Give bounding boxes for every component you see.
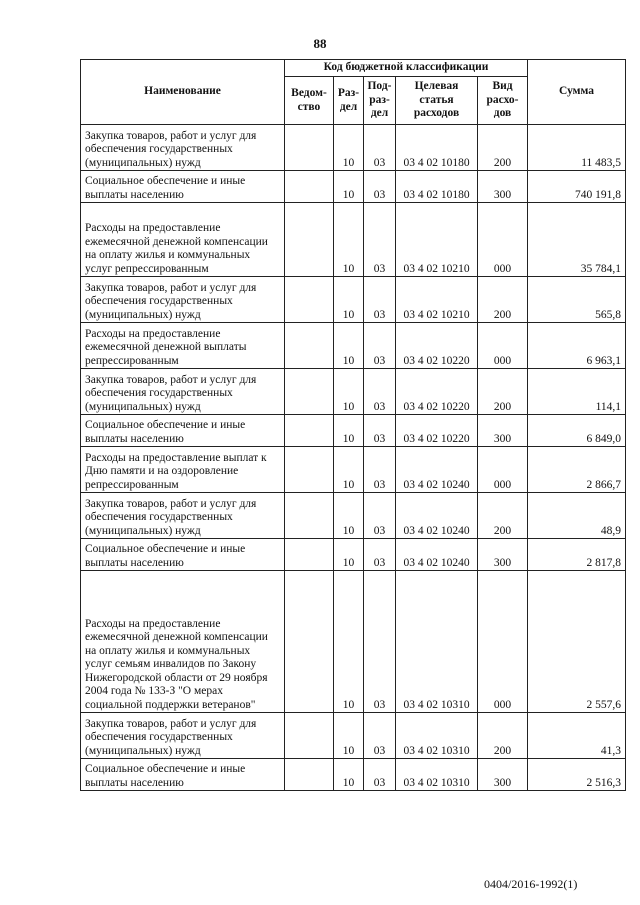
row-expense-type: 200 — [478, 369, 528, 415]
row-expense-type: 300 — [478, 415, 528, 447]
row-target-article: 03 4 02 10180 — [396, 125, 478, 171]
row-podrazdel: 03 — [364, 369, 396, 415]
row-podrazdel: 03 — [364, 277, 396, 323]
row-podrazdel: 03 — [364, 447, 396, 493]
header-classification-code: Код бюджетной классификации — [285, 60, 528, 77]
row-razdel: 10 — [334, 369, 364, 415]
row-vedomstvo — [285, 125, 334, 171]
row-razdel: 10 — [334, 447, 364, 493]
header-podrazdel: Под-раз-дел — [364, 77, 396, 125]
header-sum: Сумма — [528, 60, 626, 125]
table-header — [81, 60, 626, 125]
row-target-article: 03 4 02 10240 — [396, 447, 478, 493]
row-razdel: 10 — [334, 493, 364, 539]
row-sum: 2 557,6 — [528, 571, 626, 713]
row-sum: 41,3 — [528, 713, 626, 759]
table-row — [81, 323, 626, 369]
row-expense-type: 200 — [478, 713, 528, 759]
row-name: Закупка товаров, работ и услуг для обеспечения государственных (муниципальных) нужд — [81, 125, 285, 171]
row-podrazdel: 03 — [364, 539, 396, 571]
row-sum: 2 866,7 — [528, 447, 626, 493]
row-name: Расходы на предоставление ежемесячной денежной компенсации на оплату жилья и коммунальных услуг семьям инвалидов по Закону Нижегородской области от 29 ноября 2004 года № 133-З "О мерах социальной поддержки ветеранов" — [81, 571, 285, 713]
row-expense-type: 200 — [478, 277, 528, 323]
row-vedomstvo — [285, 759, 334, 791]
row-target-article: 03 4 02 10210 — [396, 203, 478, 277]
row-sum: 48,9 — [528, 493, 626, 539]
row-vedomstvo — [285, 323, 334, 369]
row-expense-type: 200 — [478, 493, 528, 539]
row-target-article: 03 4 02 10220 — [396, 323, 478, 369]
row-vedomstvo — [285, 277, 334, 323]
row-razdel: 10 — [334, 171, 364, 203]
table-row — [81, 447, 626, 493]
row-vedomstvo — [285, 369, 334, 415]
row-expense-type: 000 — [478, 323, 528, 369]
row-podrazdel: 03 — [364, 713, 396, 759]
row-name: Социальное обеспечение и иные выплаты населению — [81, 415, 285, 447]
row-name: Социальное обеспечение и иные выплаты населению — [81, 539, 285, 571]
table-row — [81, 713, 626, 759]
row-target-article: 03 4 02 10180 — [396, 171, 478, 203]
header-vedomstvo: Ведом-ство — [285, 77, 334, 125]
row-razdel: 10 — [334, 539, 364, 571]
table-row — [81, 125, 626, 171]
row-podrazdel: 03 — [364, 571, 396, 713]
row-target-article: 03 4 02 10240 — [396, 539, 478, 571]
row-razdel: 10 — [334, 571, 364, 713]
row-name: Расходы на предоставление выплат к Дню памяти и на оздоровление репрессированным — [81, 447, 285, 493]
row-podrazdel: 03 — [364, 171, 396, 203]
row-sum: 11 483,5 — [528, 125, 626, 171]
row-expense-type: 300 — [478, 171, 528, 203]
row-name: Социальное обеспечение и иные выплаты населению — [81, 759, 285, 791]
header-expense-type: Вид расхо-дов — [478, 77, 528, 125]
table-row — [81, 277, 626, 323]
row-razdel: 10 — [334, 323, 364, 369]
row-name: Социальное обеспечение и иные выплаты населению — [81, 171, 285, 203]
row-target-article: 03 4 02 10310 — [396, 713, 478, 759]
row-vedomstvo — [285, 415, 334, 447]
row-vedomstvo — [285, 171, 334, 203]
row-name: Закупка товаров, работ и услуг для обеспечения государственных (муниципальных) нужд — [81, 369, 285, 415]
row-vedomstvo — [285, 493, 334, 539]
row-sum: 35 784,1 — [528, 203, 626, 277]
row-sum: 740 191,8 — [528, 171, 626, 203]
row-sum: 6 963,1 — [528, 323, 626, 369]
page-number: 88 — [313, 36, 327, 51]
row-sum: 2 516,3 — [528, 759, 626, 791]
row-expense-type: 000 — [478, 203, 528, 277]
row-target-article: 03 4 02 10310 — [396, 571, 478, 713]
row-sum: 2 817,8 — [528, 539, 626, 571]
row-podrazdel: 03 — [364, 203, 396, 277]
table-body — [81, 125, 626, 791]
row-name: Закупка товаров, работ и услуг для обеспечения государственных (муниципальных) нужд — [81, 493, 285, 539]
row-razdel: 10 — [334, 713, 364, 759]
row-name: Расходы на предоставление ежемесячной денежной компенсации на оплату жилья и коммунальных услуг репрессированным — [81, 203, 285, 277]
table-row — [81, 369, 626, 415]
row-podrazdel: 03 — [364, 759, 396, 791]
row-razdel: 10 — [334, 759, 364, 791]
table-row — [81, 493, 626, 539]
table-row — [81, 203, 626, 277]
table-row — [81, 539, 626, 571]
row-razdel: 10 — [334, 277, 364, 323]
row-target-article: 03 4 02 10220 — [396, 369, 478, 415]
row-expense-type: 000 — [478, 571, 528, 713]
row-expense-type: 000 — [478, 447, 528, 493]
header-name: Наименование — [81, 60, 285, 125]
row-expense-type: 300 — [478, 759, 528, 791]
row-vedomstvo — [285, 447, 334, 493]
row-vedomstvo — [285, 571, 334, 713]
row-name: Закупка товаров, работ и услуг для обеспечения государственных (муниципальных) нужд — [81, 713, 285, 759]
row-target-article: 03 4 02 10220 — [396, 415, 478, 447]
row-razdel: 10 — [334, 203, 364, 277]
row-name: Закупка товаров, работ и услуг для обеспечения государственных (муниципальных) нужд — [81, 277, 285, 323]
row-sum: 6 849,0 — [528, 415, 626, 447]
row-vedomstvo — [285, 713, 334, 759]
table-row — [81, 571, 626, 713]
budget-classification-table — [80, 59, 626, 791]
row-razdel: 10 — [334, 125, 364, 171]
document-code: 0404/2016-1992(1) — [484, 877, 578, 891]
row-podrazdel: 03 — [364, 323, 396, 369]
row-name: Расходы на предоставление ежемесячной денежной выплаты репрессированным — [81, 323, 285, 369]
row-podrazdel: 03 — [364, 125, 396, 171]
row-sum: 565,8 — [528, 277, 626, 323]
row-vedomstvo — [285, 539, 334, 571]
table-row — [81, 171, 626, 203]
row-target-article: 03 4 02 10210 — [396, 277, 478, 323]
table-row — [81, 759, 626, 791]
header-target-article: Целевая статья расходов — [396, 77, 478, 125]
row-target-article: 03 4 02 10240 — [396, 493, 478, 539]
row-expense-type: 300 — [478, 539, 528, 571]
row-vedomstvo — [285, 203, 334, 277]
row-target-article: 03 4 02 10310 — [396, 759, 478, 791]
table-row — [81, 415, 626, 447]
row-expense-type: 200 — [478, 125, 528, 171]
row-podrazdel: 03 — [364, 415, 396, 447]
header-razdel: Раз-дел — [334, 77, 364, 125]
row-razdel: 10 — [334, 415, 364, 447]
row-podrazdel: 03 — [364, 493, 396, 539]
row-sum: 114,1 — [528, 369, 626, 415]
